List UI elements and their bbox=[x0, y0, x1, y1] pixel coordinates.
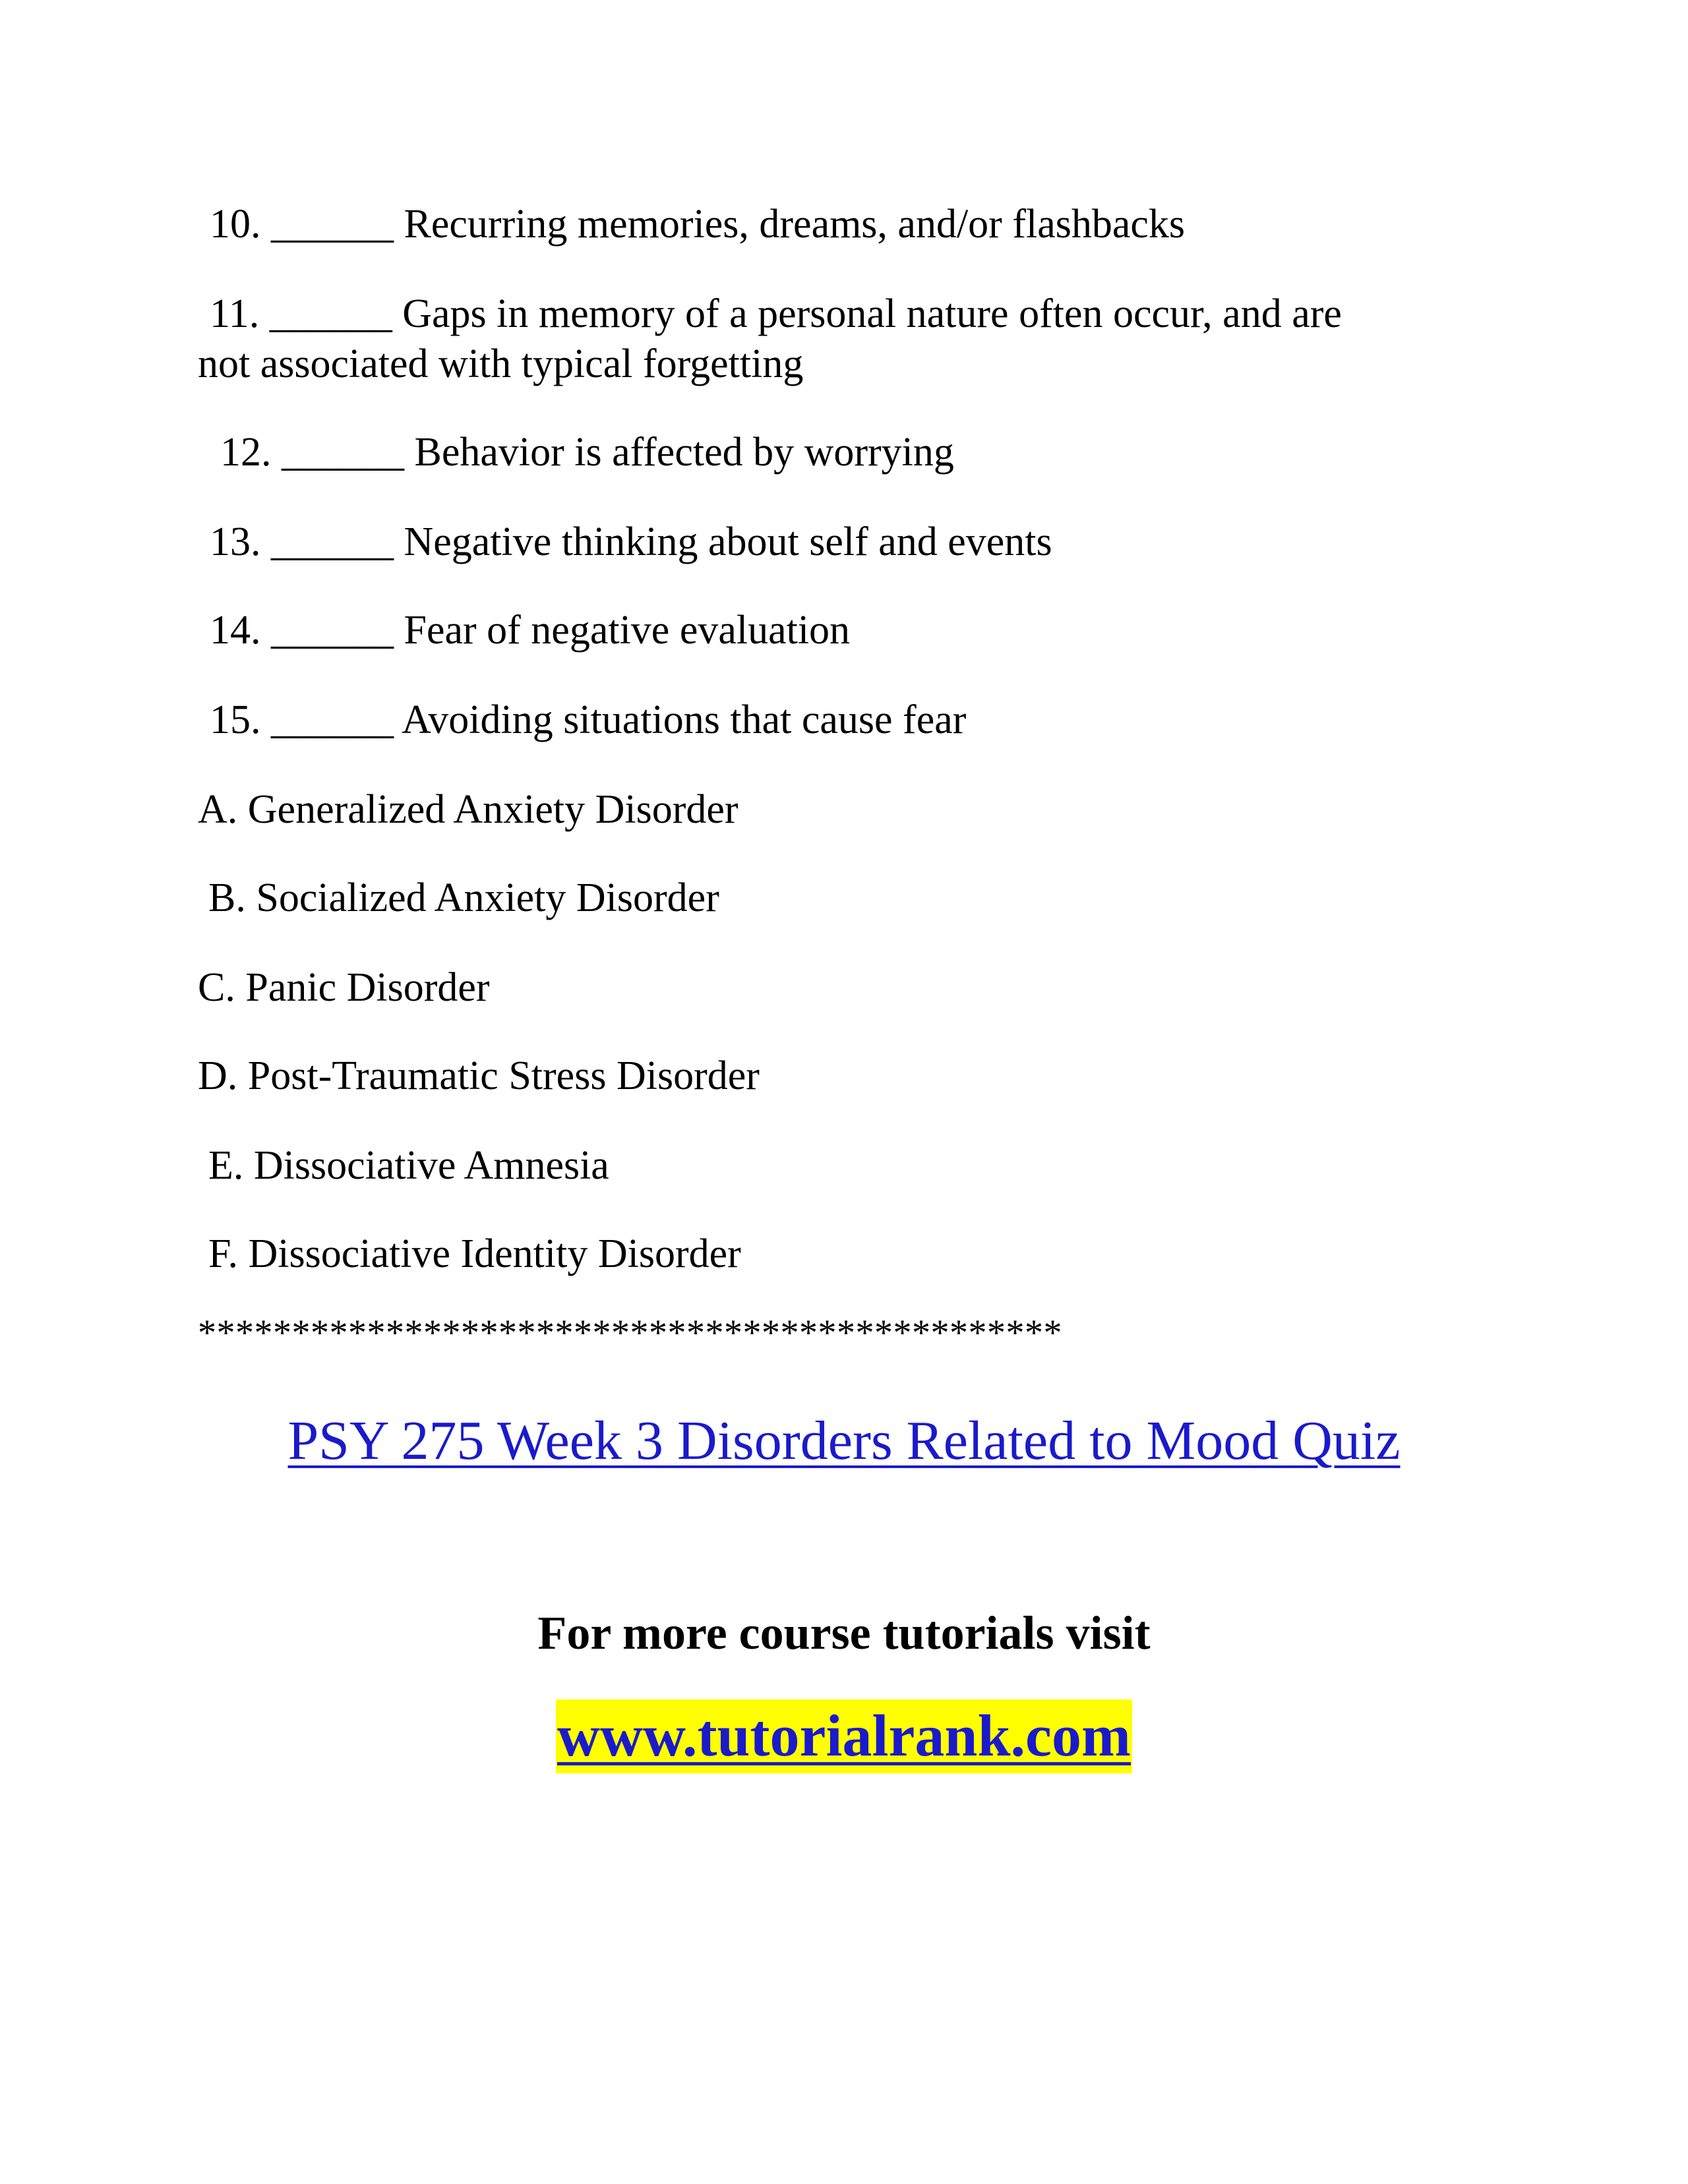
question-14 bbox=[210, 605, 850, 655]
option-d: D. Post-Traumatic Stress Disorder bbox=[198, 1053, 760, 1098]
answer-blank: ______ bbox=[271, 608, 394, 653]
next-quiz-link-row bbox=[0, 1408, 1688, 1474]
question-13 bbox=[210, 517, 1052, 567]
site-link-row bbox=[0, 1699, 1688, 1773]
question-text: Avoiding situations that cause fear bbox=[402, 697, 967, 742]
option-a: A. Generalized Anxiety Disorder bbox=[198, 787, 738, 832]
answer-blank: ______ bbox=[269, 291, 392, 336]
question-11 bbox=[210, 289, 1342, 339]
answer-blank: ______ bbox=[282, 430, 404, 475]
answer-blank: ______ bbox=[271, 519, 394, 564]
question-number: 12. bbox=[220, 430, 272, 475]
option-e: E. Dissociative Amnesia bbox=[208, 1143, 609, 1188]
question-text: Fear of negative evaluation bbox=[404, 608, 851, 653]
question-15 bbox=[210, 695, 966, 745]
question-12 bbox=[220, 427, 954, 477]
separator-stars: ********************************************** bbox=[198, 1313, 1062, 1353]
question-number: 11. bbox=[210, 291, 260, 336]
question-text-continuation: not associated with typical forgetting bbox=[198, 341, 804, 386]
question-number: 10. bbox=[210, 202, 261, 247]
question-text: Behavior is affected by worrying bbox=[414, 430, 954, 475]
question-10 bbox=[210, 199, 1185, 249]
question-text: Negative thinking about self and events bbox=[404, 519, 1052, 564]
question-text: Gaps in memory of a personal nature often occur, and are bbox=[402, 291, 1342, 336]
next-quiz-link[interactable]: PSY 275 Week 3 Disorders Related to Mood Quiz bbox=[287, 1410, 1401, 1471]
question-text: Recurring memories, dreams, and/or flashbacks bbox=[404, 202, 1186, 247]
visit-text: For more course tutorials visit bbox=[537, 1607, 1151, 1659]
site-link[interactable]: www.tutorialrank.com bbox=[556, 1699, 1132, 1773]
question-number: 14. bbox=[210, 608, 261, 653]
answer-blank: ______ bbox=[271, 697, 394, 742]
question-number: 15. bbox=[210, 697, 261, 742]
option-b: B. Socialized Anxiety Disorder bbox=[208, 875, 719, 920]
option-f: F. Dissociative Identity Disorder bbox=[208, 1231, 741, 1276]
question-11-continuation bbox=[198, 339, 803, 389]
answer-blank: ______ bbox=[271, 202, 394, 247]
option-c: C. Panic Disorder bbox=[198, 965, 490, 1010]
question-number: 13. bbox=[210, 519, 261, 564]
